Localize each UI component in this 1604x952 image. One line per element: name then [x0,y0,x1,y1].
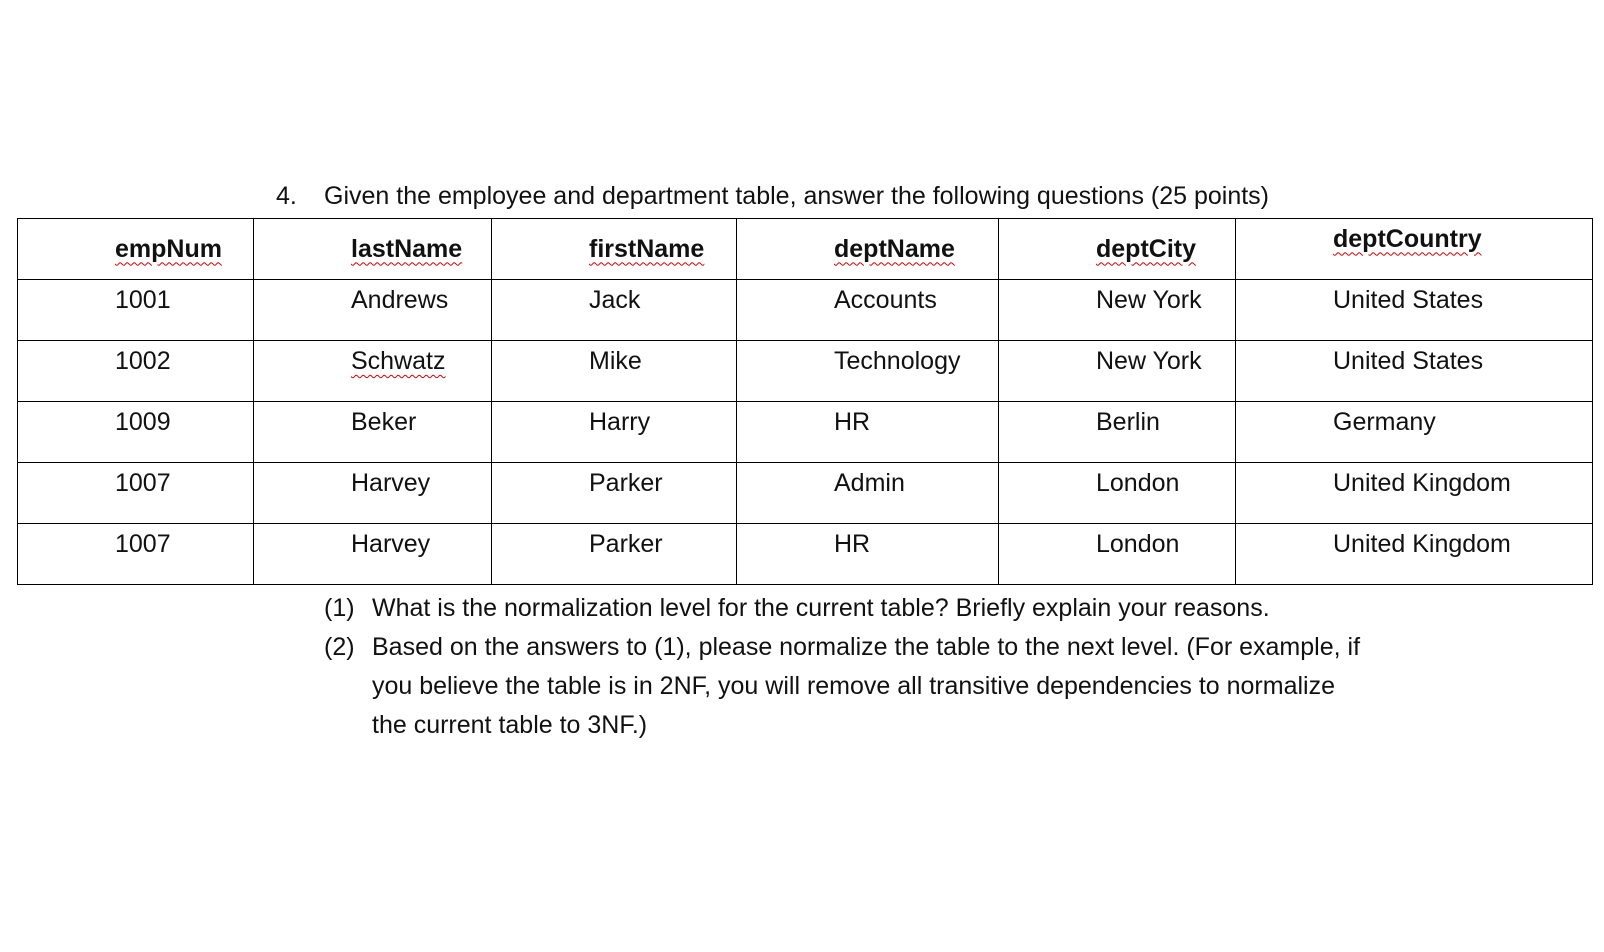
cell-firstname: Mike [492,341,737,402]
cell-lastname: Beker [254,402,492,463]
table-row [18,280,1593,341]
sub-question-text: What is the normalization level for the current table? Briefly explain your reasons. [372,594,1270,622]
cell-deptname: Technology [737,341,999,402]
cell-firstname: Parker [492,524,737,585]
cell-deptcountry: United States [1236,280,1593,341]
cell-firstname: Parker [492,463,737,524]
cell-deptcity: London [999,524,1236,585]
table-header-row [18,219,1593,280]
cell-firstname: Harry [492,402,737,463]
cell-deptcity: London [999,463,1236,524]
sub-question-list [324,589,1364,745]
sub-question-text: Based on the answers to (1), please normalize the table to the next level. (For example, if you believe the table is in 2NF, you will remove all transitive dependencies to normalize the current table to 3NF.) [372,633,1361,739]
cell-deptname: Admin [737,463,999,524]
cell-lastname: Andrews [254,280,492,341]
cell-lastname: Harvey [254,463,492,524]
question-number: 4. [276,182,297,210]
header-lastname: lastName [254,219,492,280]
table-row [18,341,1593,402]
table-row [18,463,1593,524]
table-row [18,524,1593,585]
employee-department-table [17,218,1593,585]
question-text: Given the employee and department table, answer the following questions (25 points) [324,182,1270,210]
cell-empnum: 1007 [18,524,254,585]
header-empnum: empNum [18,219,254,280]
list-item [324,589,1364,628]
cell-deptcity: New York [999,280,1236,341]
cell-deptcountry: United Kingdom [1236,524,1593,585]
cell-deptcity: New York [999,341,1236,402]
cell-empnum: 1001 [18,280,254,341]
cell-deptcountry: Germany [1236,402,1593,463]
cell-empnum: 1009 [18,402,254,463]
cell-empnum: 1002 [18,341,254,402]
cell-deptcity: Berlin [999,402,1236,463]
list-item [324,628,1364,745]
header-deptcountry: deptCountry [1236,219,1593,280]
sub-question-number: (1) [324,594,355,622]
table-row [18,402,1593,463]
cell-lastname: Schwatz [254,341,492,402]
question-heading [276,180,1269,212]
cell-deptcountry: United States [1236,341,1593,402]
cell-empnum: 1007 [18,463,254,524]
cell-deptname: HR [737,402,999,463]
cell-deptname: HR [737,524,999,585]
header-deptname: deptName [737,219,999,280]
cell-firstname: Jack [492,280,737,341]
header-firstname: firstName [492,219,737,280]
header-deptcity: deptCity [999,219,1236,280]
cell-deptcountry: United Kingdom [1236,463,1593,524]
cell-lastname: Harvey [254,524,492,585]
cell-deptname: Accounts [737,280,999,341]
sub-question-number: (2) [324,633,355,661]
